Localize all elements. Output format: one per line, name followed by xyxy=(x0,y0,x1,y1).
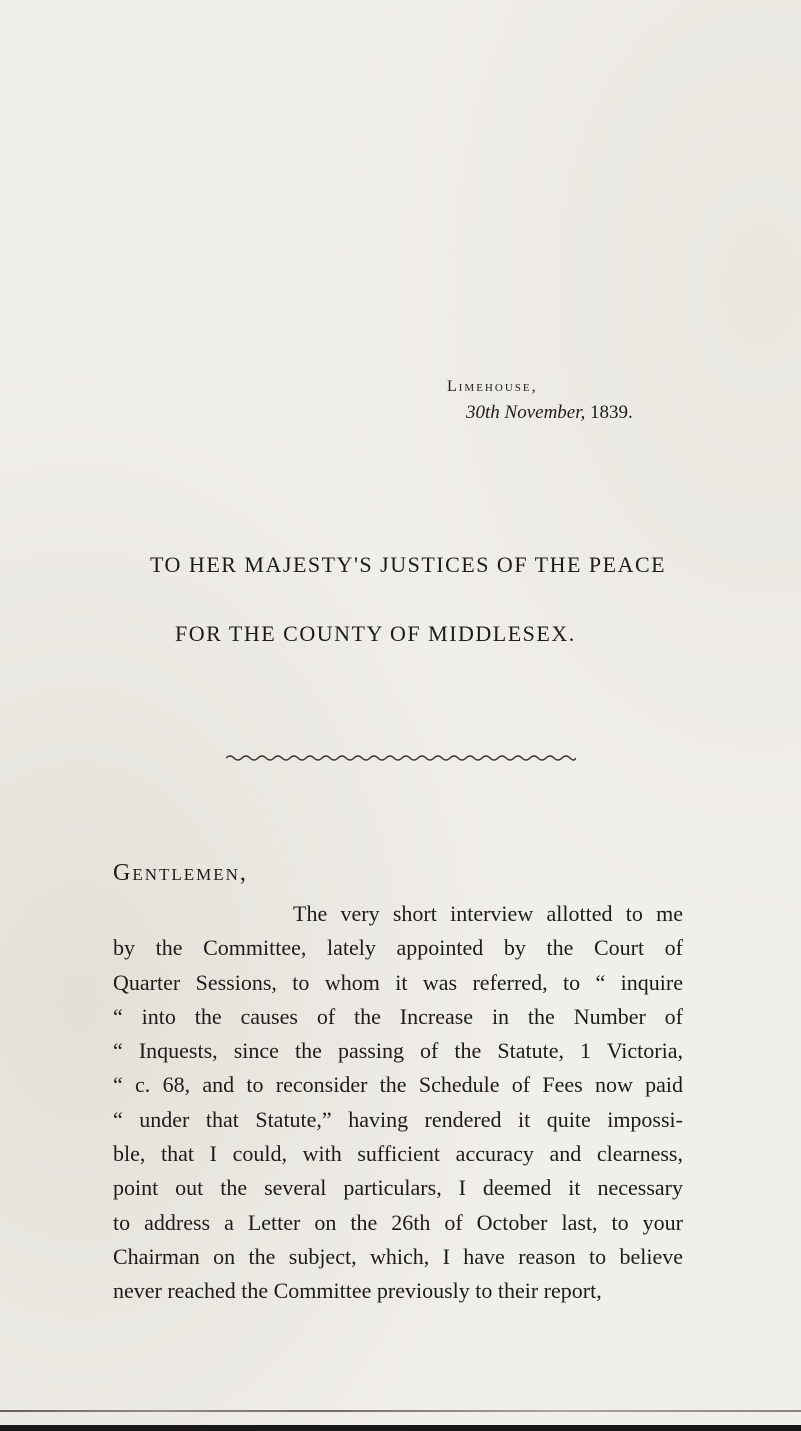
body-line: to address a Letter on the 26th of October last, to your xyxy=(113,1209,683,1235)
body-line: “ under that Statute,” having rendered it quite impossi- xyxy=(113,1106,683,1132)
body-line: never reached the Committee previously to their report, xyxy=(113,1278,602,1304)
date-year: 1839. xyxy=(590,402,633,423)
body-line: by the Committee, lately appointed by the Court of xyxy=(113,935,683,961)
body-line: ble, that I could, with sufficient accuracy and clearness, xyxy=(113,1141,683,1167)
address-line-2: FOR THE COUNTY OF MIDDLESEX. xyxy=(175,621,576,646)
salutation: Gentlemen, xyxy=(113,860,248,886)
date-line xyxy=(466,402,633,424)
body-line: point out the several particulars, I deemed it necessary xyxy=(113,1175,683,1201)
place-heading: Limehouse, xyxy=(447,378,538,395)
date-day: 30th xyxy=(466,402,500,423)
address-line-1: TO HER MAJESTY'S JUSTICES OF THE PEACE xyxy=(150,552,667,577)
body-line: The very short interview allotted to me xyxy=(293,901,683,926)
body-line: “ Inquests, since the passing of the Statute, 1 Victoria, xyxy=(113,1038,683,1064)
page-edge-rule xyxy=(0,1410,801,1412)
body-line: “ c. 68, and to reconsider the Schedule of Fees now paid xyxy=(113,1072,683,1098)
date-month: November, xyxy=(504,402,586,423)
body-line: “ into the causes of the Increase in the Number of xyxy=(113,1003,683,1029)
letter-body xyxy=(113,897,683,1309)
wavy-divider-ornament xyxy=(226,752,576,764)
body-line: Quarter Sessions, to whom it was referred, to “ inquire xyxy=(113,969,683,995)
body-line: Chairman on the subject, which, I have reason to believe xyxy=(113,1243,683,1269)
page-bottom-edge xyxy=(0,1425,801,1431)
